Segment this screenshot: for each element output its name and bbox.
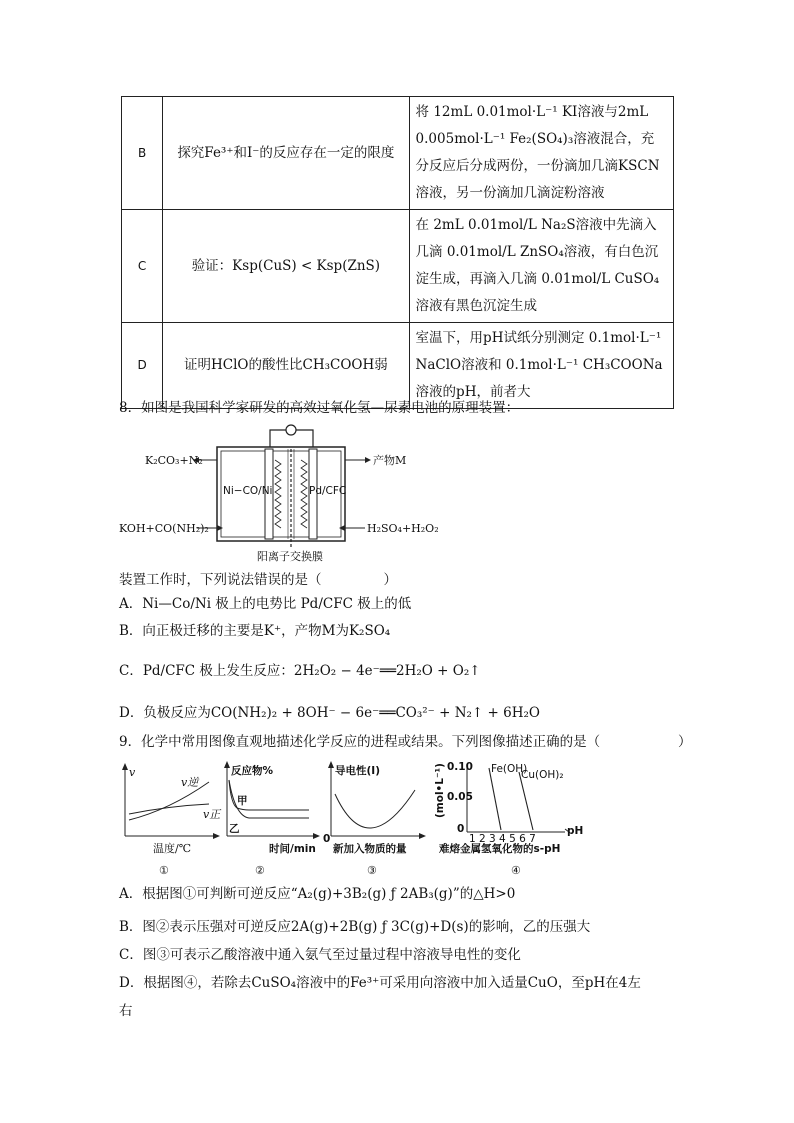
q9-option-d-cont: 右: [119, 1003, 133, 1019]
fig1-ylabel: v: [129, 766, 136, 779]
fig3-number: ③: [367, 864, 377, 877]
q9-title: 9．化学中常用图像直观地描述化学反应的进程或结果。下列图像描述正确的是（: [119, 734, 601, 750]
q9-option-d: D．根据图④，若除去CuSO₄溶液中的Fe³⁺可采用向溶液中加入适量CuO，至pH在4左: [119, 975, 641, 991]
figure-4: [434, 761, 583, 877]
membrane-label: 阳离子交换膜: [257, 550, 323, 563]
row-aim: 验证：Ksp(CuS) < Ksp(ZnS): [163, 210, 409, 323]
electrode-label: Ni−CO/Ni: [223, 485, 273, 497]
table-row: [122, 210, 674, 323]
row-label: D: [122, 323, 163, 409]
fig4-yunit: (mol•L⁻¹): [434, 763, 446, 818]
q8-stem: [119, 570, 397, 590]
q8-title: 8．如图是我国科学家研发的高效过氧化氢—尿素电池的原理装置：: [119, 400, 520, 416]
q9-option-c: C．图③可表示乙酸溶液中通入氨气至过量过程中溶液导电性的变化: [119, 947, 521, 963]
inlet-label: H₂SO₄+H₂O₂: [367, 522, 439, 535]
battery-diagram: [119, 420, 439, 568]
figure-3: [323, 761, 426, 877]
fig2-jia: 甲: [237, 795, 248, 807]
fig4-curve-fe: Fe(OH): [491, 763, 528, 775]
fig4-xticks: 1 2 3 4 5 6 7: [469, 833, 536, 845]
row-aim: 证明HClO的酸性比CH₃COOH弱: [163, 323, 409, 409]
fig4-ph: pH: [567, 825, 584, 837]
q9-option-b: B．图②表示压强对可逆反应2A(g)+2B(g) ƒ 3C(g)+D(s)的影响，乙的压强大: [119, 919, 591, 935]
fig4-ytick: 0.10: [447, 761, 473, 773]
experiment-table: [121, 96, 674, 409]
fig1-vrev: v逆: [181, 776, 199, 789]
inlet-label: K₂CO₃+N₂: [145, 454, 203, 467]
q8-option-a: A．Ni—Co/Ni 极上的电势比 Pd/CFC 极上的低: [119, 596, 412, 612]
row-desc: 在 2mL 0.01mol/L Na₂S溶液中先滴入几滴 0.01mol/L ZnSO₄溶液，有白色沉淀生成，再滴入几滴 0.01mol/L CuSO₄溶液有黑色沉淀生成: [409, 210, 673, 323]
figure-2: [224, 761, 320, 877]
table-row: [122, 97, 674, 210]
fig4-curve-cu: Cu(OH)₂: [521, 769, 564, 781]
q8-stem-close: ）: [383, 572, 397, 588]
inlet-label: KOH+CO(NH₂)₂: [119, 522, 209, 535]
q8-option-c: C．Pd/CFC 极上发生反应：2H₂O₂ − 4e⁻══2H₂O + O₂↑: [119, 663, 481, 679]
figure-1: [122, 763, 222, 877]
q9-title-close: ）: [678, 734, 692, 750]
q8-stem-text: 装置工作时，下列说法错误的是（: [119, 572, 322, 588]
q8-option-d: D．负极反应为CO(NH₂)₂ + 8OH⁻ − 6e⁻══CO₃²⁻ + N₂↑ + 6H₂O: [119, 705, 540, 721]
fig3-xlabel: 新加入物质的量: [333, 843, 407, 855]
fig4-ytick: 0.05: [447, 791, 473, 803]
fig4-xlabel: 难熔金属氢氧化物的s-pH: [439, 843, 561, 855]
fig2-ylabel: 反应物%: [231, 765, 274, 777]
fig2-xlabel: 时间/min: [269, 843, 316, 855]
fig2-yi: 乙: [229, 823, 240, 835]
fig1-number: ①: [159, 864, 169, 877]
q9-figures: [119, 760, 599, 880]
fig2-number: ②: [255, 864, 265, 877]
fig1-xlabel: 温度/℃: [153, 842, 192, 855]
row-desc: 将 12mL 0.01mol·L⁻¹ KI溶液与2mL 0.005mol·L⁻¹ Fe₂(SO₄)₃溶液混合，充分反应后分成两份，一份滴加几滴KSCN溶液，另一份滴加几滴淀粉溶液: [409, 97, 673, 210]
row-aim: 探究Fe³⁺和I⁻的反应存在一定的限度: [163, 97, 409, 210]
fig3-zero: 0: [323, 833, 331, 845]
q8-option-b: B．向正极迁移的主要是K⁺，产物M为K₂SO₄: [119, 623, 391, 639]
row-label: C: [122, 210, 163, 323]
outlet-label: 产物M: [373, 454, 407, 467]
fig4-ytick: 0: [457, 823, 465, 835]
fig4-number: ④: [511, 864, 521, 877]
row-desc: 室温下，用pH试纸分别测定 0.1mol·L⁻¹ NaClO溶液和 0.1mol·L⁻¹ CH₃COONa溶液的pH，前者大: [409, 323, 673, 409]
table-row: [122, 323, 674, 409]
fig3-ylabel: 导电性(I): [335, 765, 381, 777]
fig1-vfwd: v正: [203, 808, 221, 821]
row-label: B: [122, 97, 163, 210]
electrode-label: Pd/CFC: [309, 485, 347, 497]
q9-option-a: A．根据图①可判断可逆反应“A₂(g)+3B₂(g) ƒ 2AB₃(g)”的△H>0: [119, 886, 516, 902]
